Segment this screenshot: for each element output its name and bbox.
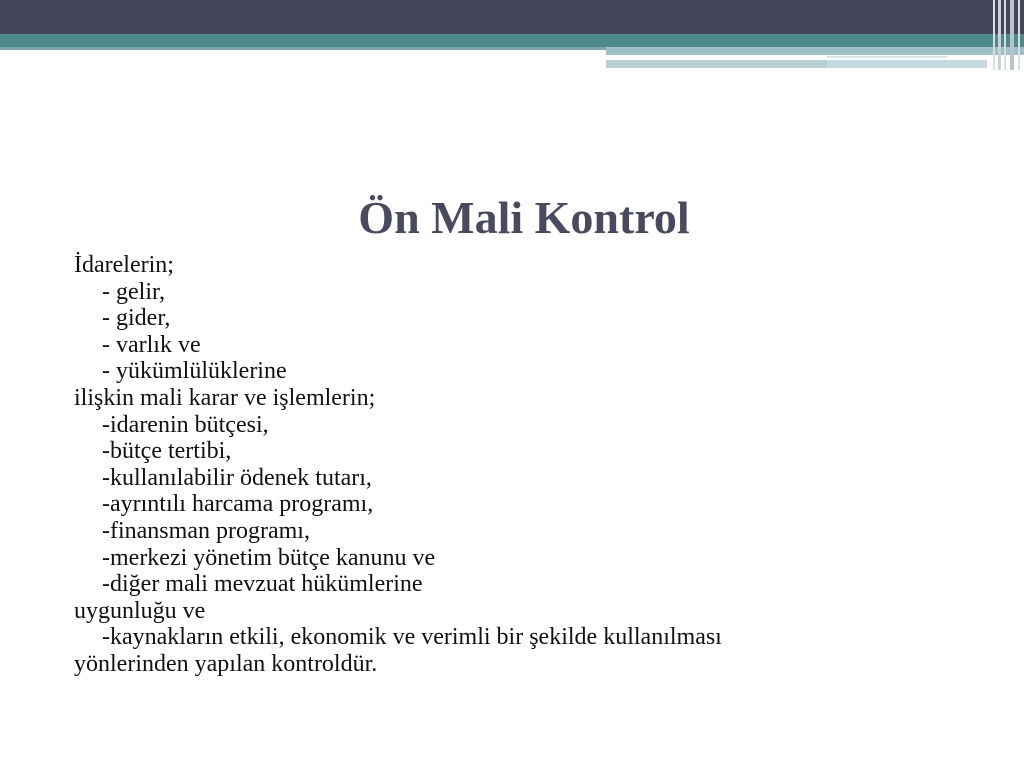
body-line: yönlerinden yapılan kontroldür.	[74, 650, 378, 677]
body-line: - gider,	[102, 305, 171, 332]
body-line: - varlık ve	[102, 331, 201, 358]
slide-header-teal-line	[0, 34, 1024, 47]
slide-edge-stripe	[1010, 0, 1014, 70]
slide-edge-stripe	[998, 0, 1001, 70]
slide-body	[74, 252, 994, 678]
slide-edge-stripe	[1018, 0, 1020, 70]
slide-edge-stripe	[993, 0, 995, 70]
slide-header-accent-bar	[606, 60, 827, 68]
slide-edge-stripe	[1004, 0, 1006, 70]
slide-header-accent-bar	[606, 47, 1024, 55]
slide-header-accent-bar	[827, 60, 987, 68]
body-line: -finansman programı,	[102, 517, 310, 544]
body-line: - yükümlülüklerine	[102, 358, 287, 385]
slide-header-accent-line	[827, 56, 947, 58]
slide-header-teal-line-secondary	[0, 47, 606, 50]
body-line: İdarelerin;	[74, 252, 174, 278]
body-line: ilişkin mali karar ve işlemlerin;	[74, 384, 376, 411]
slide-title: Ön Mali Kontrol	[358, 191, 690, 243]
body-line: -bütçe tertibi,	[102, 438, 232, 465]
body-line: uygunluğu ve	[74, 597, 206, 624]
body-line: -kaynakların etkili, ekonomik ve verimli bir şekilde kullanılması	[102, 624, 722, 651]
body-line: - gelir,	[102, 278, 166, 305]
body-line: -ayrıntılı harcama programı,	[102, 491, 374, 518]
body-line: -idarenin bütçesi,	[102, 411, 269, 438]
body-line: -kullanılabilir ödenek tutarı,	[102, 464, 372, 491]
body-line: -merkezi yönetim bütçe kanunu ve	[102, 544, 436, 571]
body-line: -diğer mali mevzuat hükümlerine	[102, 571, 423, 598]
slide-header-bar	[0, 0, 1024, 34]
